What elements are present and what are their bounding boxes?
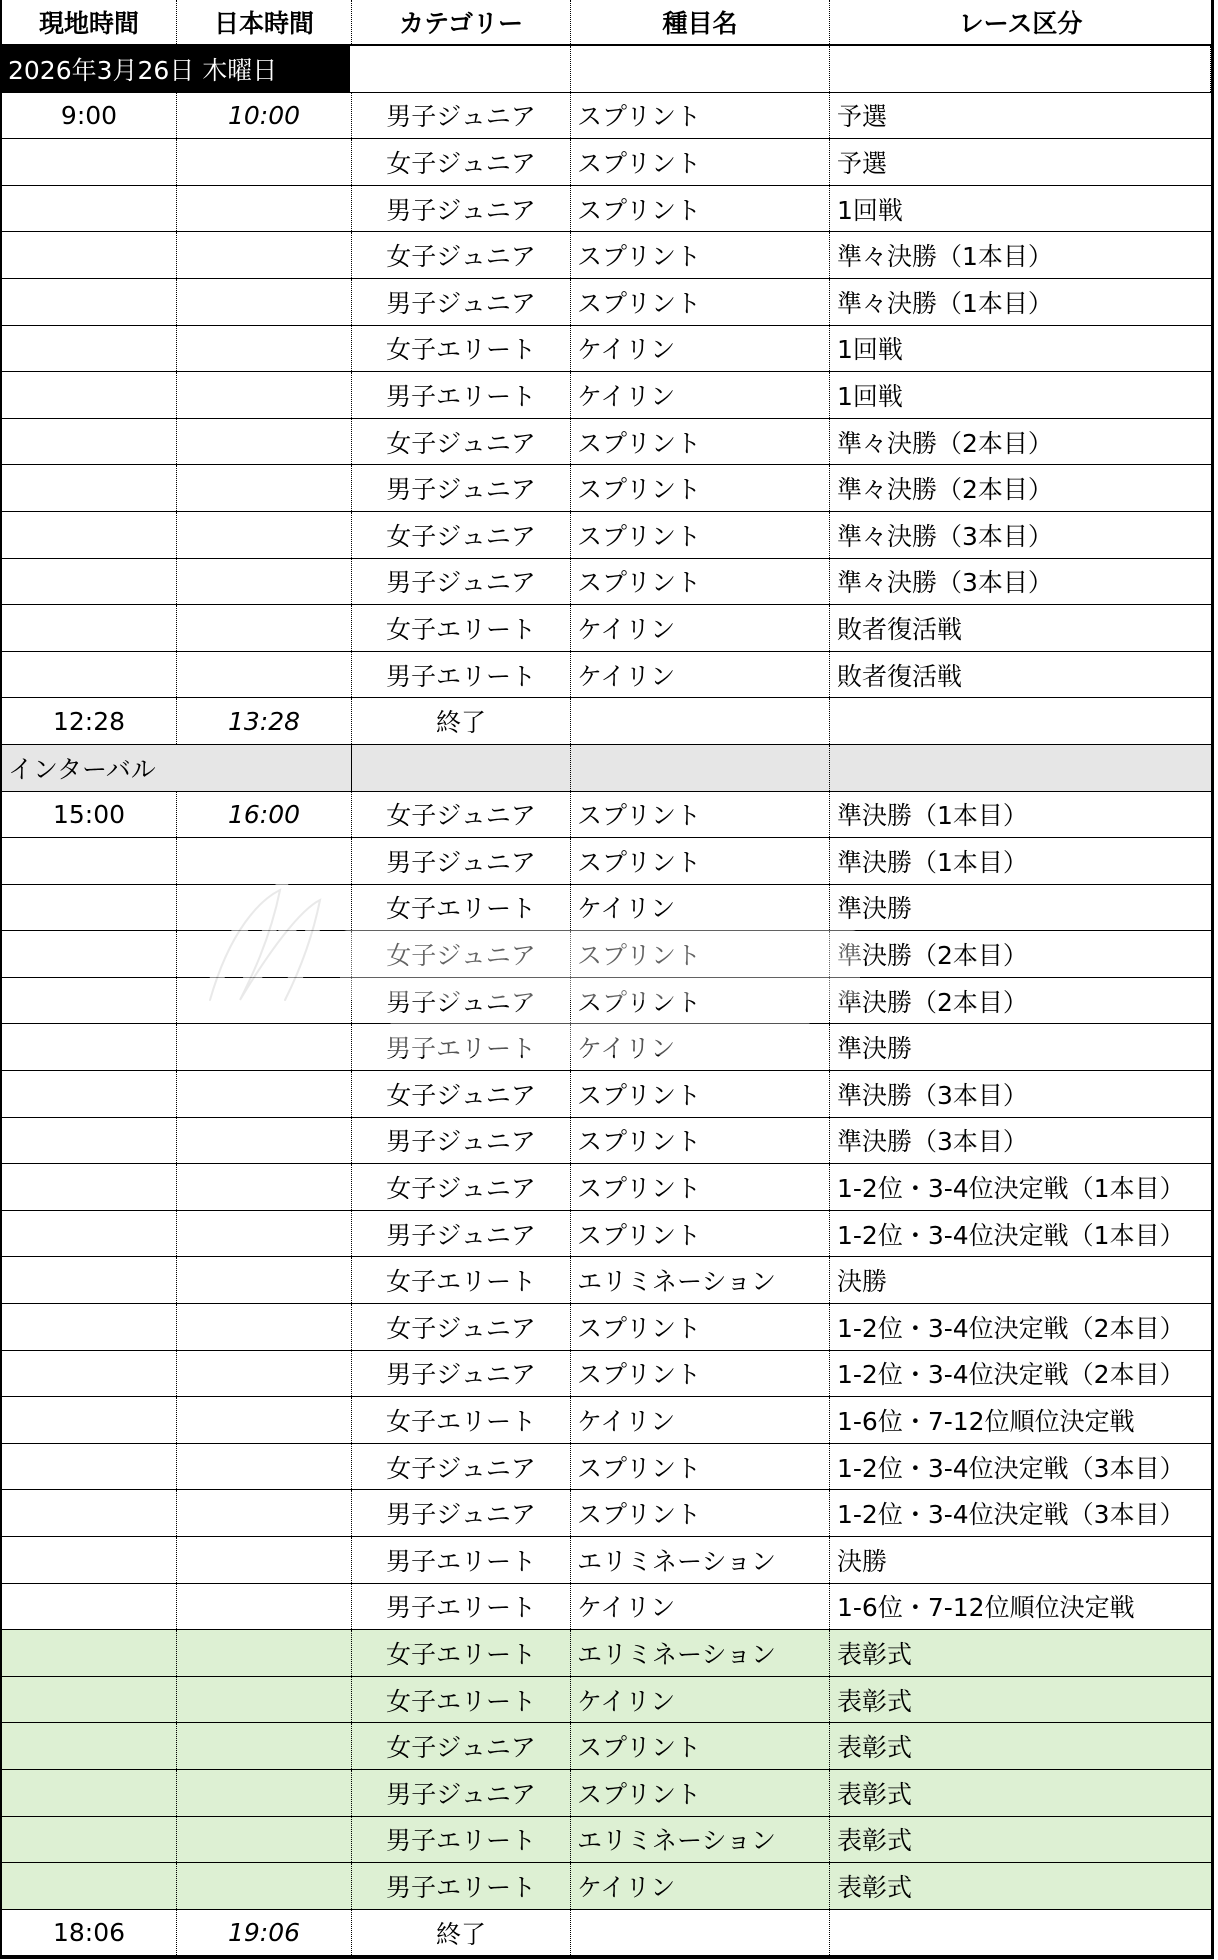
race-type-cell: 表彰式 [837, 1686, 913, 1716]
local-time-cell [2, 1863, 177, 1909]
event-cell: エリミネーション [571, 1257, 830, 1303]
event-cell: スプリント [571, 232, 830, 278]
event-cell: スプリント [571, 1211, 830, 1257]
blank-cell [571, 1910, 830, 1956]
category-cell: 女子ジュニア [352, 1444, 571, 1490]
local-time-cell [2, 1211, 177, 1257]
table-row [2, 1211, 1211, 1258]
local-time-cell [2, 838, 177, 884]
table-row [2, 838, 1211, 885]
table-row [2, 465, 1211, 512]
race-type-cell: 準々決勝（2本目） [837, 428, 1053, 458]
table-row [2, 1444, 1211, 1491]
event-cell: スプリント [571, 1304, 830, 1350]
category-cell: 女子ジュニア [352, 1071, 571, 1117]
category-cell: 男子ジュニア [352, 1351, 571, 1397]
blank-cell [830, 698, 1211, 744]
session-end-row [2, 698, 1211, 745]
japan-time-cell [177, 931, 352, 977]
local-time-cell [2, 885, 177, 931]
race-type-cell: 1回戦 [837, 381, 903, 411]
local-time-cell [2, 1677, 177, 1723]
header-category: カテゴリー [352, 0, 571, 44]
category-cell: 男子ジュニア [352, 1118, 571, 1164]
japan-time-cell [177, 1211, 352, 1257]
race-type-cell: 準決勝 [837, 894, 913, 924]
blank-cell [830, 1910, 1211, 1956]
race-type-cell: 1-2位・3-4位決定戦（3本目） [837, 1453, 1185, 1483]
local-time-cell [2, 559, 177, 605]
blank-cell [571, 745, 830, 791]
race-type-cell: 表彰式 [837, 1779, 913, 1809]
japan-time-cell [177, 279, 352, 325]
event-cell: エリミネーション [571, 1817, 830, 1863]
local-time-cell [2, 931, 177, 977]
category-cell: 男子ジュニア [352, 186, 571, 232]
table-row [2, 512, 1211, 559]
local-time-cell [2, 1118, 177, 1164]
japan-time-cell [177, 1071, 352, 1117]
table-row [2, 559, 1211, 606]
race-type-cell: 準々決勝（1本目） [837, 288, 1053, 318]
japan-time-cell [177, 1770, 352, 1816]
category-cell: 女子ジュニア [352, 931, 571, 977]
category-cell: 女子ジュニア [352, 232, 571, 278]
category-cell: 女子エリート [352, 605, 571, 651]
race-type-cell: 表彰式 [837, 1639, 913, 1669]
japan-time-cell [177, 1118, 352, 1164]
category-cell: 男子ジュニア [352, 1490, 571, 1536]
japan-time-cell [177, 1537, 352, 1583]
event-cell: ケイリン [571, 605, 830, 651]
table-row [2, 931, 1211, 978]
race-type-cell: 準決勝（3本目） [837, 1080, 1028, 1110]
blank-cell [830, 46, 1211, 92]
race-type-cell: 敗者復活戦 [837, 661, 963, 691]
event-cell: スプリント [571, 1071, 830, 1117]
local-time-cell [2, 1351, 177, 1397]
local-time-cell [2, 139, 177, 185]
event-cell: ケイリン [571, 1397, 830, 1443]
table-row [2, 93, 1211, 140]
event-cell: スプリント [571, 978, 830, 1024]
category-cell: 男子ジュニア [352, 465, 571, 511]
event-cell: ケイリン [571, 1863, 830, 1909]
table-row [2, 1537, 1211, 1584]
ceremony-row [2, 1817, 1211, 1864]
category-cell: 男子エリート [352, 1817, 571, 1863]
race-type-cell: 表彰式 [837, 1872, 913, 1902]
japan-time-cell [177, 419, 352, 465]
local-time-cell [2, 1817, 177, 1863]
table-row [2, 1304, 1211, 1351]
category-cell: 男子エリート [352, 652, 571, 698]
japan-time-cell [177, 465, 352, 511]
table-row [2, 1118, 1211, 1165]
race-type-cell: 準々決勝（3本目） [837, 521, 1053, 551]
local-time-cell [2, 279, 177, 325]
local-time-cell [2, 1304, 177, 1350]
race-type-cell: 1-2位・3-4位決定戦（2本目） [837, 1313, 1185, 1343]
table-header [2, 0, 1211, 46]
race-type-cell: 1回戦 [837, 335, 903, 365]
event-cell: スプリント [571, 931, 830, 977]
local-time-cell [2, 512, 177, 558]
event-cell: スプリント [571, 279, 830, 325]
ceremony-row [2, 1723, 1211, 1770]
japan-time-cell [177, 512, 352, 558]
event-cell: スプリント [571, 465, 830, 511]
category-cell: 女子エリート [352, 1397, 571, 1443]
local-time-cell [2, 605, 177, 651]
header-event: 種目名 [571, 0, 830, 44]
header-japan-time: 日本時間 [177, 0, 352, 44]
category-cell: 男子ジュニア [352, 1770, 571, 1816]
japan-time-cell [177, 1257, 352, 1303]
japan-time-cell [177, 1817, 352, 1863]
japan-time-cell: 16:00 [177, 792, 352, 838]
local-time-cell [2, 1397, 177, 1443]
event-cell: スプリント [571, 559, 830, 605]
table-row [2, 186, 1211, 233]
event-cell: スプリント [571, 1723, 830, 1769]
table-row [2, 232, 1211, 279]
race-type-cell: 決勝 [837, 1546, 888, 1576]
event-cell: ケイリン [571, 885, 830, 931]
category-cell: 男子エリート [352, 1024, 571, 1070]
local-time-cell [2, 1071, 177, 1117]
japan-time-cell [177, 559, 352, 605]
race-type-cell: 表彰式 [837, 1826, 913, 1856]
ceremony-rows [2, 1630, 1211, 1910]
local-time-cell [2, 1444, 177, 1490]
category-cell: 男子ジュニア [352, 559, 571, 605]
japan-time-cell [177, 1351, 352, 1397]
table-row [2, 1351, 1211, 1398]
local-time-cell [2, 1024, 177, 1070]
table-row [2, 1024, 1211, 1071]
category-cell: 男子ジュニア [352, 93, 571, 139]
ceremony-row [2, 1677, 1211, 1724]
local-time-cell [2, 1584, 177, 1630]
interval-label: インターバル [2, 745, 352, 791]
local-time-cell [2, 419, 177, 465]
table-row [2, 1164, 1211, 1211]
blank-cell [352, 745, 571, 791]
japan-time-cell [177, 978, 352, 1024]
category-cell: 女子エリート [352, 885, 571, 931]
japan-time-cell [177, 1723, 352, 1769]
local-time-cell [2, 1164, 177, 1210]
session-evening [2, 792, 1211, 1631]
table-row [2, 326, 1211, 373]
table-row [2, 279, 1211, 326]
japan-time-cell [177, 326, 352, 372]
event-cell: ケイリン [571, 652, 830, 698]
category-cell: 男子エリート [352, 1584, 571, 1630]
event-cell: ケイリン [571, 1584, 830, 1630]
event-cell: スプリント [571, 1164, 830, 1210]
table-row [2, 885, 1211, 932]
end-japan-time: 13:28 [177, 698, 352, 744]
race-type-cell: 1-6位・7-12位順位決定戦 [837, 1593, 1135, 1623]
category-cell: 男子ジュニア [352, 1211, 571, 1257]
end-local-time: 12:28 [2, 698, 177, 744]
event-cell: ケイリン [571, 326, 830, 372]
end-label: 終了 [352, 1910, 571, 1956]
category-cell: 男子エリート [352, 1863, 571, 1909]
local-time-cell [2, 1630, 177, 1676]
table-row [2, 139, 1211, 186]
race-type-cell: 1-2位・3-4位決定戦（3本目） [837, 1500, 1185, 1530]
event-cell: ケイリン [571, 1024, 830, 1070]
table-row [2, 978, 1211, 1025]
local-time-cell: 15:00 [2, 792, 177, 838]
japan-time-cell [177, 139, 352, 185]
event-cell: スプリント [571, 1118, 830, 1164]
race-type-cell: 1-2位・3-4位決定戦（1本目） [837, 1220, 1185, 1250]
table-row [2, 652, 1211, 699]
header-local-time: 現地時間 [2, 0, 177, 44]
race-type-cell: 予選 [837, 148, 888, 178]
category-cell: 女子ジュニア [352, 139, 571, 185]
local-time-cell [2, 186, 177, 232]
event-cell: エリミネーション [571, 1537, 830, 1583]
end-local-time: 18:06 [2, 1910, 177, 1956]
japan-time-cell [177, 605, 352, 651]
local-time-cell [2, 1490, 177, 1536]
local-time-cell [2, 326, 177, 372]
japan-time-cell [177, 1304, 352, 1350]
event-cell: スプリント [571, 419, 830, 465]
race-type-cell: 1回戦 [837, 195, 903, 225]
table-row [2, 372, 1211, 419]
date-row [2, 46, 1211, 93]
table-row [2, 1584, 1211, 1631]
race-type-cell: 敗者復活戦 [837, 614, 963, 644]
table-row [2, 605, 1211, 652]
category-cell: 男子ジュニア [352, 838, 571, 884]
category-cell: 男子エリート [352, 372, 571, 418]
blank-cell [352, 46, 571, 92]
category-cell: 女子ジュニア [352, 1723, 571, 1769]
japan-time-cell [177, 1490, 352, 1536]
table-row [2, 1257, 1211, 1304]
session-morning [2, 93, 1211, 699]
event-cell: スプリント [571, 1444, 830, 1490]
race-type-cell: 1-2位・3-4位決定戦（1本目） [837, 1174, 1185, 1204]
category-cell: 男子ジュニア [352, 279, 571, 325]
race-type-cell: 予選 [837, 102, 888, 132]
race-type-cell: 準決勝（1本目） [837, 801, 1028, 831]
japan-time-cell [177, 885, 352, 931]
local-time-cell [2, 1723, 177, 1769]
event-cell: スプリント [571, 792, 830, 838]
blank-cell [571, 46, 830, 92]
japan-time-cell [177, 1584, 352, 1630]
table-row [2, 792, 1211, 839]
header-race-type: レース区分 [958, 9, 1083, 38]
local-time-cell: 9:00 [2, 93, 177, 139]
ceremony-row [2, 1770, 1211, 1817]
local-time-cell [2, 372, 177, 418]
local-time-cell [2, 978, 177, 1024]
event-cell: スプリント [571, 838, 830, 884]
race-type-cell: 準決勝（2本目） [837, 987, 1028, 1017]
category-cell: 男子エリート [352, 1537, 571, 1583]
japan-time-cell [177, 1677, 352, 1723]
interval-row [2, 745, 1211, 792]
table-row [2, 419, 1211, 466]
event-cell: スプリント [571, 93, 830, 139]
event-cell: ケイリン [571, 1677, 830, 1723]
event-cell: スプリント [571, 512, 830, 558]
category-cell: 女子ジュニア [352, 512, 571, 558]
japan-time-cell [177, 372, 352, 418]
blank-cell [571, 698, 830, 744]
race-type-cell: 決勝 [837, 1267, 888, 1297]
japan-time-cell [177, 1164, 352, 1210]
category-cell: 女子ジュニア [352, 419, 571, 465]
table-row [2, 1071, 1211, 1118]
event-cell: スプリント [571, 1490, 830, 1536]
race-type-cell: 準決勝（1本目） [837, 847, 1028, 877]
race-type-cell: 準決勝（3本目） [837, 1127, 1028, 1157]
japan-time-cell [177, 1444, 352, 1490]
japan-time-cell: 10:00 [177, 93, 352, 139]
local-time-cell [2, 652, 177, 698]
local-time-cell [2, 465, 177, 511]
end-label: 終了 [352, 698, 571, 744]
table-row [2, 1397, 1211, 1444]
japan-time-cell [177, 652, 352, 698]
table-row [2, 1490, 1211, 1537]
local-time-cell [2, 1770, 177, 1816]
race-type-cell: 準決勝（2本目） [837, 941, 1028, 971]
event-cell: スプリント [571, 1351, 830, 1397]
race-type-cell: 準々決勝（1本目） [837, 242, 1053, 272]
japan-time-cell [177, 1397, 352, 1443]
category-cell: 女子ジュニア [352, 1304, 571, 1350]
japan-time-cell [177, 1630, 352, 1676]
japan-time-cell [177, 1024, 352, 1070]
local-time-cell [2, 232, 177, 278]
category-cell: 女子ジュニア [352, 792, 571, 838]
japan-time-cell [177, 838, 352, 884]
local-time-cell [2, 1257, 177, 1303]
race-type-cell: 準々決勝（3本目） [837, 568, 1053, 598]
category-cell: 女子エリート [352, 1630, 571, 1676]
event-cell: スプリント [571, 139, 830, 185]
race-type-cell: 表彰式 [837, 1733, 913, 1763]
end-japan-time: 19:06 [177, 1910, 352, 1956]
japan-time-cell [177, 232, 352, 278]
event-cell: エリミネーション [571, 1630, 830, 1676]
event-cell: スプリント [571, 186, 830, 232]
blank-cell [830, 745, 1211, 791]
event-cell: スプリント [571, 1770, 830, 1816]
race-type-cell: 1-6位・7-12位順位決定戦 [837, 1407, 1135, 1437]
japan-time-cell [177, 1863, 352, 1909]
local-time-cell [2, 1537, 177, 1583]
session-end-row [2, 1910, 1211, 1957]
category-cell: 男子ジュニア [352, 978, 571, 1024]
ceremony-row [2, 1863, 1211, 1910]
category-cell: 女子エリート [352, 326, 571, 372]
category-cell: 女子ジュニア [352, 1164, 571, 1210]
race-type-cell: 1-2位・3-4位決定戦（2本目） [837, 1360, 1185, 1390]
race-type-cell: 準決勝 [837, 1034, 913, 1064]
category-cell: 女子エリート [352, 1677, 571, 1723]
japan-time-cell [177, 186, 352, 232]
event-cell: ケイリン [571, 372, 830, 418]
race-type-cell: 準々決勝（2本目） [837, 475, 1053, 505]
category-cell: 女子エリート [352, 1257, 571, 1303]
date-label: 2026年3月26日 木曜日 [2, 46, 352, 92]
ceremony-row [2, 1630, 1211, 1677]
